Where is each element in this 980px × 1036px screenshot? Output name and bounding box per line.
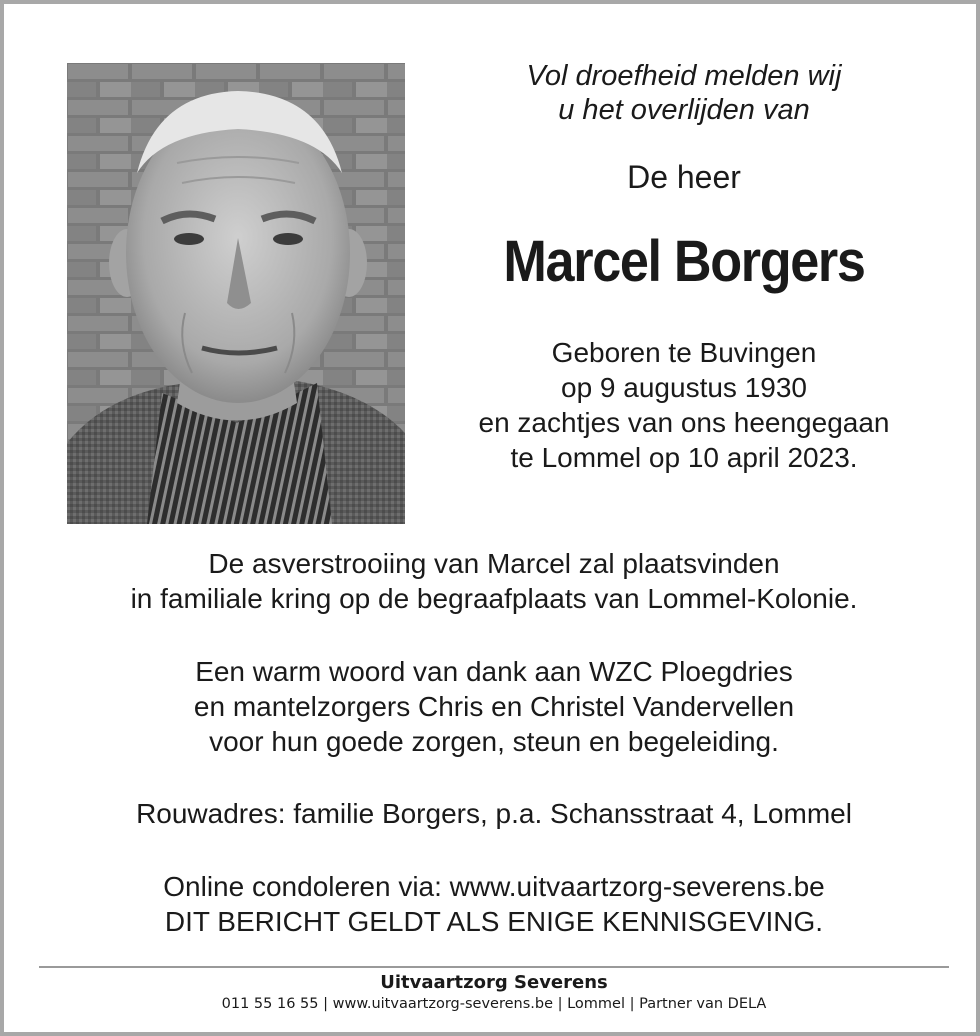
notice-line: DIT BERICHT GELDT ALS ENIGE KENNISGEVING. (164, 906, 824, 937)
portrait-photo (67, 63, 405, 524)
thanks-line: voor hun goede zorgen, steun en begeleiding. (209, 726, 779, 757)
deceased-name: Marcel Borgers (503, 229, 865, 294)
thanks-paragraph (24, 654, 964, 759)
birth-line: Geboren te Buvingen (551, 337, 817, 368)
birth-line: en zachtjes van ons heengegaan (478, 407, 890, 438)
address-line: Rouwadres: familie Borgers, p.a. Schansstraat 4, Lommel (136, 798, 852, 829)
intro-line: u het overlijden van (558, 94, 810, 126)
ceremony-paragraph (24, 546, 964, 616)
honorific: De heer (627, 159, 741, 195)
intro-text (434, 59, 934, 127)
thanks-line: Een warm woord van dank aan WZC Ploegdries (195, 656, 793, 687)
birth-line: te Lommel op 10 april 2023. (510, 442, 858, 473)
birth-death-details (434, 335, 934, 475)
ceremony-line: in familiale kring op de begraafplaats van Lommel-Kolonie. (130, 583, 858, 614)
ceremony-line: De asverstrooiing van Marcel zal plaatsvinden (208, 548, 780, 579)
mourning-address (24, 796, 964, 831)
online-condolences (24, 869, 964, 939)
online-line: Online condoleren via: www.uitvaartzorg-severens.be (163, 871, 825, 902)
footer-divider (39, 966, 949, 968)
funeral-home-contact: 011 55 16 55 | www.uitvaartzorg-severens.be | Lommel | Partner van DELA (221, 996, 767, 1012)
funeral-home-name: Uitvaartzorg Severens (380, 972, 608, 993)
thanks-line: en mantelzorgers Chris en Christel Vandervellen (193, 691, 795, 722)
intro-line: Vol droefheid melden wij (526, 60, 842, 92)
birth-line: op 9 augustus 1930 (561, 372, 807, 403)
